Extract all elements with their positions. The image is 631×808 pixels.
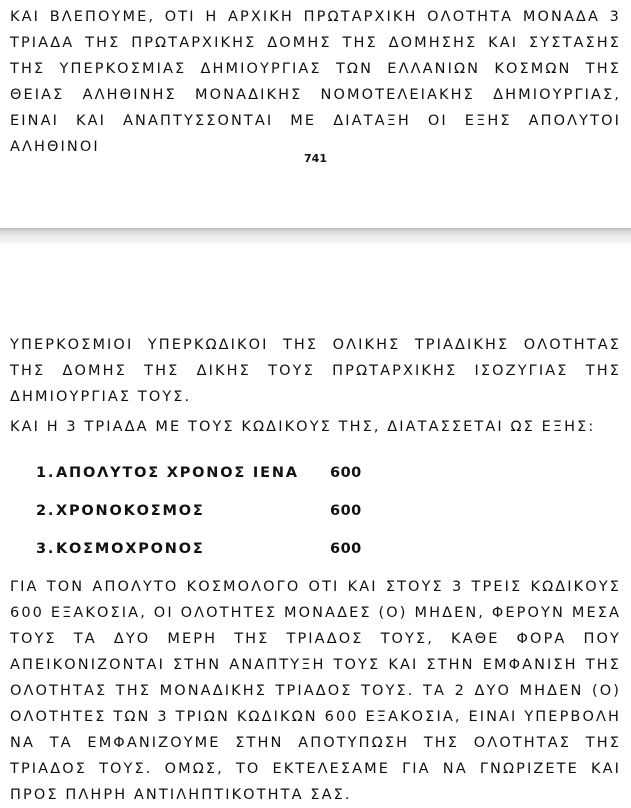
lead-line: ΚΑΙ Η 3 ΤΡΙΑΔΑ ΜΕ ΤΟΥΣ ΚΩΔΙΚΟΥΣ ΤΗΣ, ΔΙΑΤΑΣΣΕΤΑΙ ΩΣ ΕΞΗΣ:: [10, 419, 596, 435]
page-number: 741: [304, 152, 327, 165]
item-value: 600: [330, 465, 362, 481]
code-list: [36, 454, 362, 568]
page-separator: [0, 228, 631, 244]
item-number: 3.: [36, 541, 56, 557]
document-page-top: [0, 0, 631, 228]
closing-paragraph: ΓΙΑ ΤΟΝ ΑΠΟΛΥΤΟ ΚΟΣΜΟΛΟΓΟ ΟΤΙ ΚΑΙ ΣΤΟΥΣ 3 ΤΡΕΙΣ ΚΩΔΙΚΟΥΣ 600 ΕΞΑΚΟΣΙΑ, ΟΙ ΟΛΟΤΗΤΕΣ ΜΟΝΑΔΕΣ (Ο) ΜΗΔΕΝ, ΦΕΡΟΥΝ ΜΕΣΑ ΤΟΥΣ ΤΑ ΔΥΟ ΜΕΡΗ ΤΗΣ ΤΡΙΑΔΟΣ ΤΟΥΣ, ΚΑΘΕ ΦΟΡΑ ΠΟΥ ΑΠΕΙΚΟΝΙΖΟΝΤΑΙ ΣΤΗΝ ΑΝΑΠΤΥΞΗ ΤΟΥΣ ΚΑΙ ΣΤΗΝ ΕΜΦΑΝΙΣΗ ΤΗΣ ΟΛΟΤΗΤΑΣ ΤΗΣ ΜΟΝΑΔΙΚΗΣ ΤΡΙΑΔΟΣ ΤΟΥΣ. ΤΑ 2 ΔΥΟ ΜΗΔΕΝ (Ο) ΟΛΟΤΗΤΕΣ ΤΩΝ 3 ΤΡΙΩΝ ΚΩΔΙΚΩΝ 600 ΕΞΑΚΟΣΙΑ, ΕΙΝΑΙ ΥΠΕΡΒΟΛΗ ΝΑ ΤΑ ΕΜΦΑΝΙΖΟΥΜΕ ΣΤΗΝ ΑΠΟΤΥΠΩΣΗ ΤΗΣ ΟΛΟΤΗΤΑΣ ΤΗΣ ΤΡΙΑΔΟΣ ΤΟΥΣ. ΟΜΩΣ, ΤΟ ΕΚΤΕΛΕΣΑΜΕ ΓΙΑ ΝΑ ΓΝΩΡΙΖΕΤΕ ΚΑΙ ΠΡΟΣ ΠΛΗΡΗ ΑΝΤΙΛΗΠΤΙΚΟΤΗΤΑ ΣΑΣ.: [10, 579, 621, 803]
body-paragraph: ΚΑΙ ΒΛΕΠΟΥΜΕ, ΟΤΙ Η ΑΡΧΙΚΗ ΠΡΩΤΑΡΧΙΚΗ ΟΛΟΤΗΤΑ ΜΟΝΑΔΑ 3 ΤΡΙΑΔΑ ΤΗΣ ΠΡΩΤΑΡΧΙΚΗΣ ΔΟΜΗΣ ΤΗΣ ΔΟΜΗΣΗΣ ΚΑΙ ΣΥΣΤΑΣΗΣ ΤΗΣ ΥΠΕΡΚΟΣΜΙΑΣ ΔΗΜΙΟΥΡΓΙΑΣ ΤΩΝ ΕΛΛΑΝΙΩΝ ΚΟΣΜΩΝ ΤΗΣ ΘΕΙΑΣ ΑΛΗΘΙΝΗΣ ΜΟΝΑΔΙΚΗΣ ΝΟΜΟΤΕΛΕΙΑΚΗΣ ΔΗΜΙΟΥΡΓΙΑΣ, ΕΙΝΑΙ ΚΑΙ ΑΝΑΠΤΥΣΣΟΝΤΑΙ ΜΕ ΔΙΑΤΑΞΗ ΟΙ ΕΞΗΣ ΑΠΟΛΥΤΟΙ ΑΛΗΘΙΝΟΙ: [10, 9, 621, 155]
item-number: 1.: [36, 465, 56, 481]
item-label: ΑΠΟΛΥΤΟΣ ΧΡΟΝΟΣ ΙΕΝΑ: [56, 465, 299, 481]
list-item: [36, 492, 362, 530]
item-value: 600: [330, 541, 362, 557]
item-value: 600: [330, 503, 362, 519]
item-number: 2.: [36, 503, 56, 519]
intro-paragraph: ΥΠΕΡΚΟΣΜΙΟΙ ΥΠΕΡΚΩΔΙΚΟΙ ΤΗΣ ΟΛΙΚΗΣ ΤΡΙΑΔΙΚΗΣ ΟΛΟΤΗΤΑΣ ΤΗΣ ΔΟΜΗΣ ΤΗΣ ΔΙΚΗΣ ΤΟΥΣ ΠΡΩΤΑΡΧΙΚΗΣ ΙΣΟΖΥΓΙΑΣ ΤΗΣ ΔΗΜΙΟΥΡΓΙΑΣ ΤΟΥΣ.: [10, 337, 621, 405]
item-label: ΧΡΟΝΟΚΟΣΜΟΣ: [56, 503, 205, 519]
document-page-bottom: [0, 244, 631, 806]
item-label: ΚΟΣΜΟΧΡΟΝΟΣ: [56, 541, 205, 557]
list-item: [36, 530, 362, 568]
list-item: [36, 454, 362, 492]
